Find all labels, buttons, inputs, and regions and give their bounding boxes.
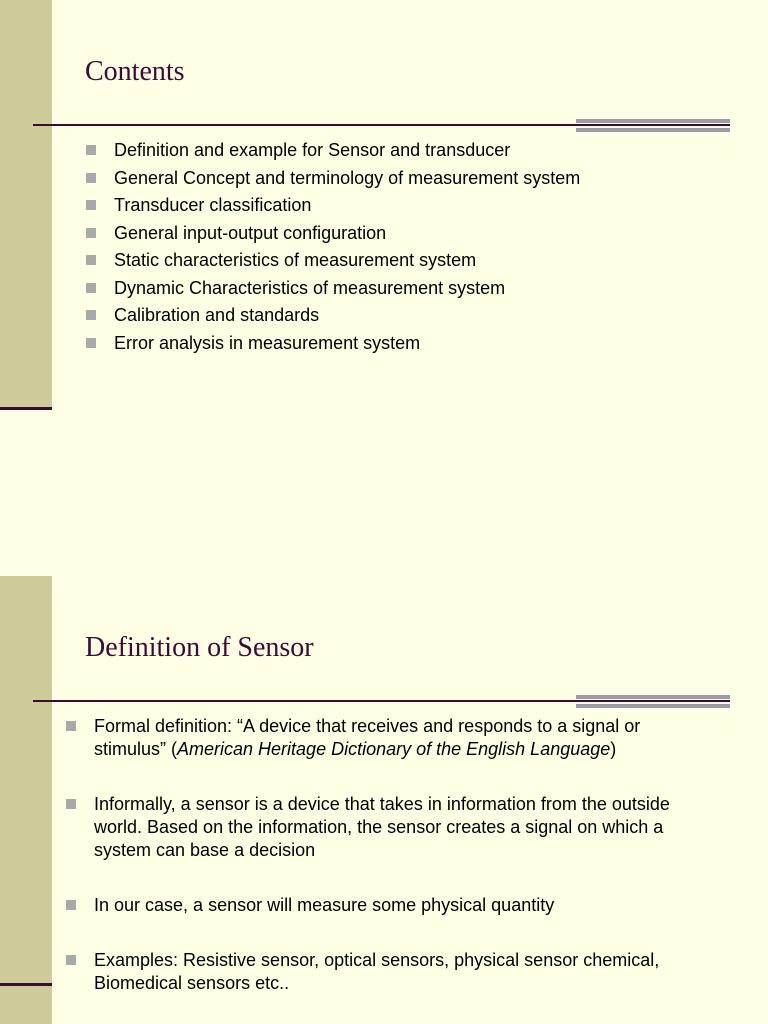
rule-accent-top [576,695,730,699]
square-bullet-icon [86,310,96,320]
left-band-foot [0,407,52,410]
list-item: Calibration and standards [86,303,580,331]
square-bullet-icon [66,900,76,910]
list-item-our-case: In our case, a sensor will measure some physical quantity [66,894,706,917]
slide-contents [0,0,768,410]
list-item: General input-output configuration [86,221,580,249]
slide-definition-of-sensor [0,576,768,1024]
rule-accent-top [576,119,730,123]
square-bullet-icon [66,799,76,809]
definition-list [66,715,706,995]
list-item: Error analysis in measurement system [86,331,580,359]
contents-list [86,138,580,358]
list-item: Transducer classification [86,193,580,221]
title-rule [33,124,730,126]
list-item: Static characteristics of measurement system [86,248,580,276]
rule-accent-bottom [576,704,730,708]
square-bullet-icon [66,955,76,965]
square-bullet-icon [66,721,76,731]
left-band [0,576,52,1024]
list-item: Definition and example for Sensor and transducer [86,138,580,166]
left-band-foot [0,983,52,986]
rule-accent-bottom [576,128,730,132]
square-bullet-icon [86,255,96,265]
left-band [0,0,52,410]
slide-title: Definition of Sensor [85,632,314,663]
list-item-examples: Examples: Resistive sensor, optical sensors, physical sensor chemical, Biomedical sensors etc.. [66,949,706,995]
list-item-informal-definition: Informally, a sensor is a device that takes in information from the outside world. Based on the information, the sensor creates a signal on which a system can base a decision [66,793,706,862]
slide-title: Contents [85,56,185,87]
list-item: General Concept and terminology of measurement system [86,166,580,194]
dictionary-source: American Heritage Dictionary of the English Language [177,739,611,759]
square-bullet-icon [86,338,96,348]
title-rule [33,700,730,702]
list-item-formal-definition: Formal definition: “A device that receives and responds to a signal or stimulus” (American Heritage Dictionary of the English Language) [66,715,706,761]
square-bullet-icon [86,145,96,155]
square-bullet-icon [86,228,96,238]
square-bullet-icon [86,283,96,293]
formal-definition-text: Formal definition: “A device that receives and responds to a signal or stimulus” [94,716,641,759]
list-item: Dynamic Characteristics of measurement system [86,276,580,304]
square-bullet-icon [86,200,96,210]
square-bullet-icon [86,173,96,183]
